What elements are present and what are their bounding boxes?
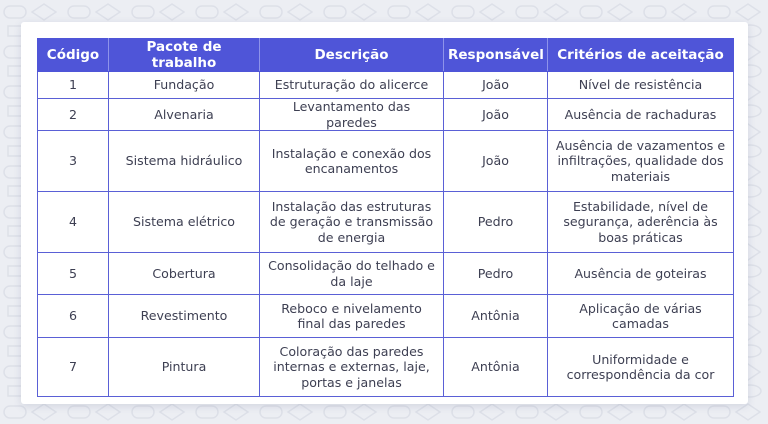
table-row bbox=[38, 131, 734, 192]
cell-pacote: Alvenaria bbox=[109, 99, 260, 131]
cell-descricao: Estruturação do alicerce bbox=[260, 72, 444, 99]
table-row bbox=[38, 253, 734, 295]
header-criterios-de-aceitacao: Critérios de aceitação bbox=[548, 39, 734, 72]
cell-responsavel: Pedro bbox=[444, 192, 548, 253]
cell-codigo: 1 bbox=[38, 72, 109, 99]
work-packages-table bbox=[37, 38, 734, 397]
cell-codigo: 2 bbox=[38, 99, 109, 131]
header-responsavel: Responsável bbox=[444, 39, 548, 72]
cell-pacote: Sistema hidráulico bbox=[109, 131, 260, 192]
cell-descricao: Consolidação do telhado e da laje bbox=[260, 253, 444, 295]
cell-criterios: Ausência de vazamentos e infiltrações, qualidade dos materiais bbox=[548, 131, 734, 192]
table-header-row bbox=[38, 39, 734, 72]
cell-descricao: Reboco e nivelamento final das paredes bbox=[260, 295, 444, 338]
table-row bbox=[38, 99, 734, 131]
cell-codigo: 7 bbox=[38, 338, 109, 397]
cell-responsavel: João bbox=[444, 72, 548, 99]
cell-responsavel: Pedro bbox=[444, 253, 548, 295]
cell-criterios: Ausência de goteiras bbox=[548, 253, 734, 295]
cell-responsavel: João bbox=[444, 131, 548, 192]
cell-pacote: Sistema elétrico bbox=[109, 192, 260, 253]
table-row bbox=[38, 192, 734, 253]
cell-responsavel: João bbox=[444, 99, 548, 131]
cell-pacote: Revestimento bbox=[109, 295, 260, 338]
header-codigo: Código bbox=[38, 39, 109, 72]
cell-codigo: 5 bbox=[38, 253, 109, 295]
cell-descricao: Instalação e conexão dos encanamentos bbox=[260, 131, 444, 192]
cell-criterios: Nível de resistência bbox=[548, 72, 734, 99]
cell-descricao: Coloração das paredes internas e externas, laje, portas e janelas bbox=[260, 338, 444, 397]
cell-codigo: 6 bbox=[38, 295, 109, 338]
cell-pacote: Fundação bbox=[109, 72, 260, 99]
table-row bbox=[38, 295, 734, 338]
cell-criterios: Aplicação de várias camadas bbox=[548, 295, 734, 338]
cell-descricao: Instalação das estruturas de geração e transmissão de energia bbox=[260, 192, 444, 253]
cell-pacote: Pintura bbox=[109, 338, 260, 397]
cell-descricao: Levantamento das paredes bbox=[260, 99, 444, 131]
cell-pacote: Cobertura bbox=[109, 253, 260, 295]
table-row bbox=[38, 338, 734, 397]
header-pacote-de-trabalho: Pacote de trabalho bbox=[109, 39, 260, 72]
cell-criterios: Ausência de rachaduras bbox=[548, 99, 734, 131]
table-row bbox=[38, 72, 734, 99]
header-descricao: Descrição bbox=[260, 39, 444, 72]
cell-codigo: 4 bbox=[38, 192, 109, 253]
cell-criterios: Estabilidade, nível de segurança, aderência às boas práticas bbox=[548, 192, 734, 253]
cell-codigo: 3 bbox=[38, 131, 109, 192]
cell-responsavel: Antônia bbox=[444, 338, 548, 397]
cell-criterios: Uniformidade e correspondência da cor bbox=[548, 338, 734, 397]
cell-responsavel: Antônia bbox=[444, 295, 548, 338]
